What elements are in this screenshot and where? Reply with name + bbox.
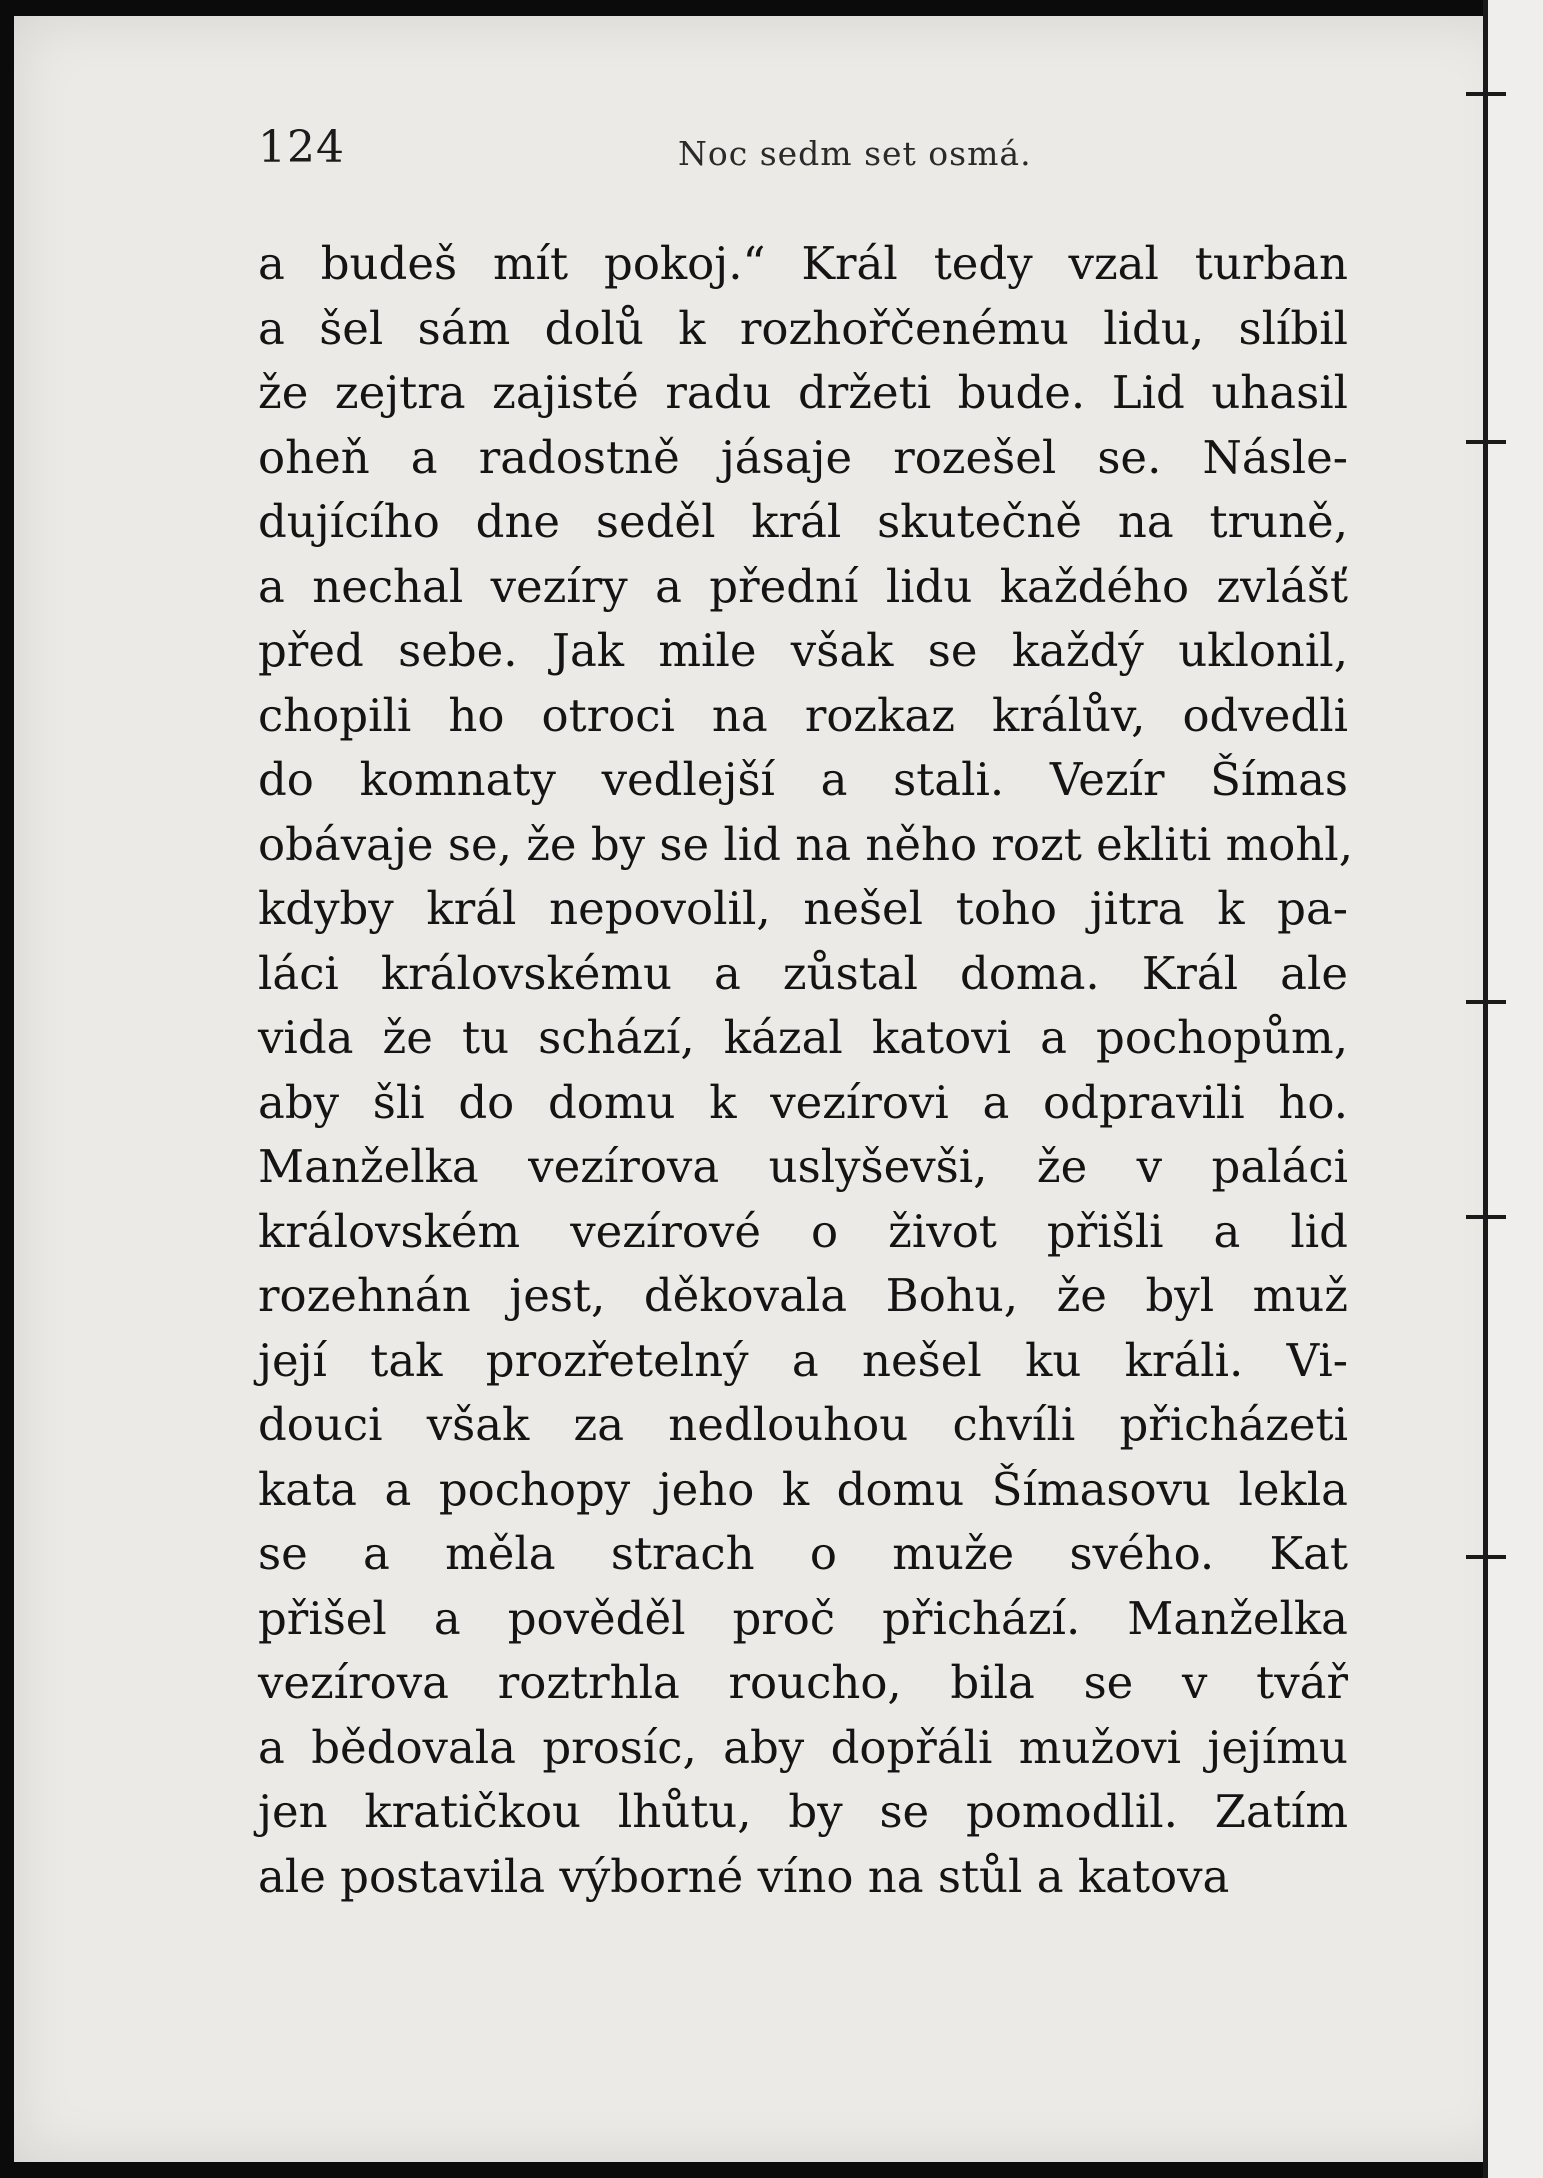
binding-thread [1483,0,1488,2178]
binding-stitch [1466,1000,1506,1004]
text-line: jen kratičkou lhůtu, by se pomodlil. Zatím [258,1785,1348,1838]
text-line: kata a pochopy jeho k domu Šímasovu lekla [258,1462,1348,1516]
binding-stitch [1466,1555,1506,1559]
text-line: douci však za nedlouhou chvíli přicházeti [258,1398,1348,1451]
text-line: vida že tu schází, kázal katovi a pochopům, [258,1011,1348,1064]
body-text [258,232,1354,1909]
page-number: 124 [258,122,345,173]
text-line: chopili ho otroci na rozkaz králův, odvedli [258,688,1348,742]
text-line: dujícího dne seděl král skutečně na truně, [258,495,1348,548]
text-line: před sebe. Jak mile však se každý uklonil, [258,624,1348,677]
text-line: láci královskému a zůstal doma. Král ale [258,946,1348,1000]
text-line: vezírova roztrhla roucho, bila se v tvář [258,1656,1348,1709]
text-line: že zejtra zajisté radu držeti bude. Lid uhasil [258,366,1348,419]
text-line: rozehnán jest, děkovala Bohu, že byl muž [258,1269,1348,1322]
page-edge [1487,0,1543,2178]
binding-stitch [1466,1215,1506,1219]
text-line: Manželka vezírova uslyševši, že v paláci [258,1140,1348,1193]
text-line: její tak prozřetelný a nešel ku králi. Vi- [258,1333,1348,1387]
binding-stitch [1466,440,1506,444]
text-line: oheň a radostně jásaje rozešel se. Násle- [258,430,1348,484]
text-line: do komnaty vedlejší a stali. Vezír Šímas [258,753,1348,806]
text-line: obávaje se, že by se lid na něho rozt ekliti mohl, [258,817,1354,871]
text-line: se a měla strach o muže svého. Kat [258,1527,1348,1580]
text-line: ale postavila výborné víno na stůl a katova [258,1849,1230,1903]
text-line: a bědovala prosíc, aby dopřáli mužovi jejímu [258,1720,1348,1774]
binding-stitch [1466,92,1506,96]
text-line: kdyby král nepovolil, nešel toho jitra k pa- [258,882,1348,935]
text-line: a nechal vezíry a přední lidu každého zvlášť [258,559,1348,613]
page-header [258,122,1348,182]
text-line: a šel sám dolů k rozhořčenému lidu, slíbil [258,301,1348,355]
running-head: Noc sedm set osmá. [678,134,1032,173]
text-line: a budeš mít pokoj.“ Král tedy vzal turban [258,237,1348,290]
text-line: aby šli do domu k vezírovi a odpravili ho. [258,1075,1348,1129]
text-line: přišel a pověděl proč přichází. Manželka [258,1591,1348,1645]
text-line: královském vezírové o život přišli a lid [258,1204,1348,1258]
